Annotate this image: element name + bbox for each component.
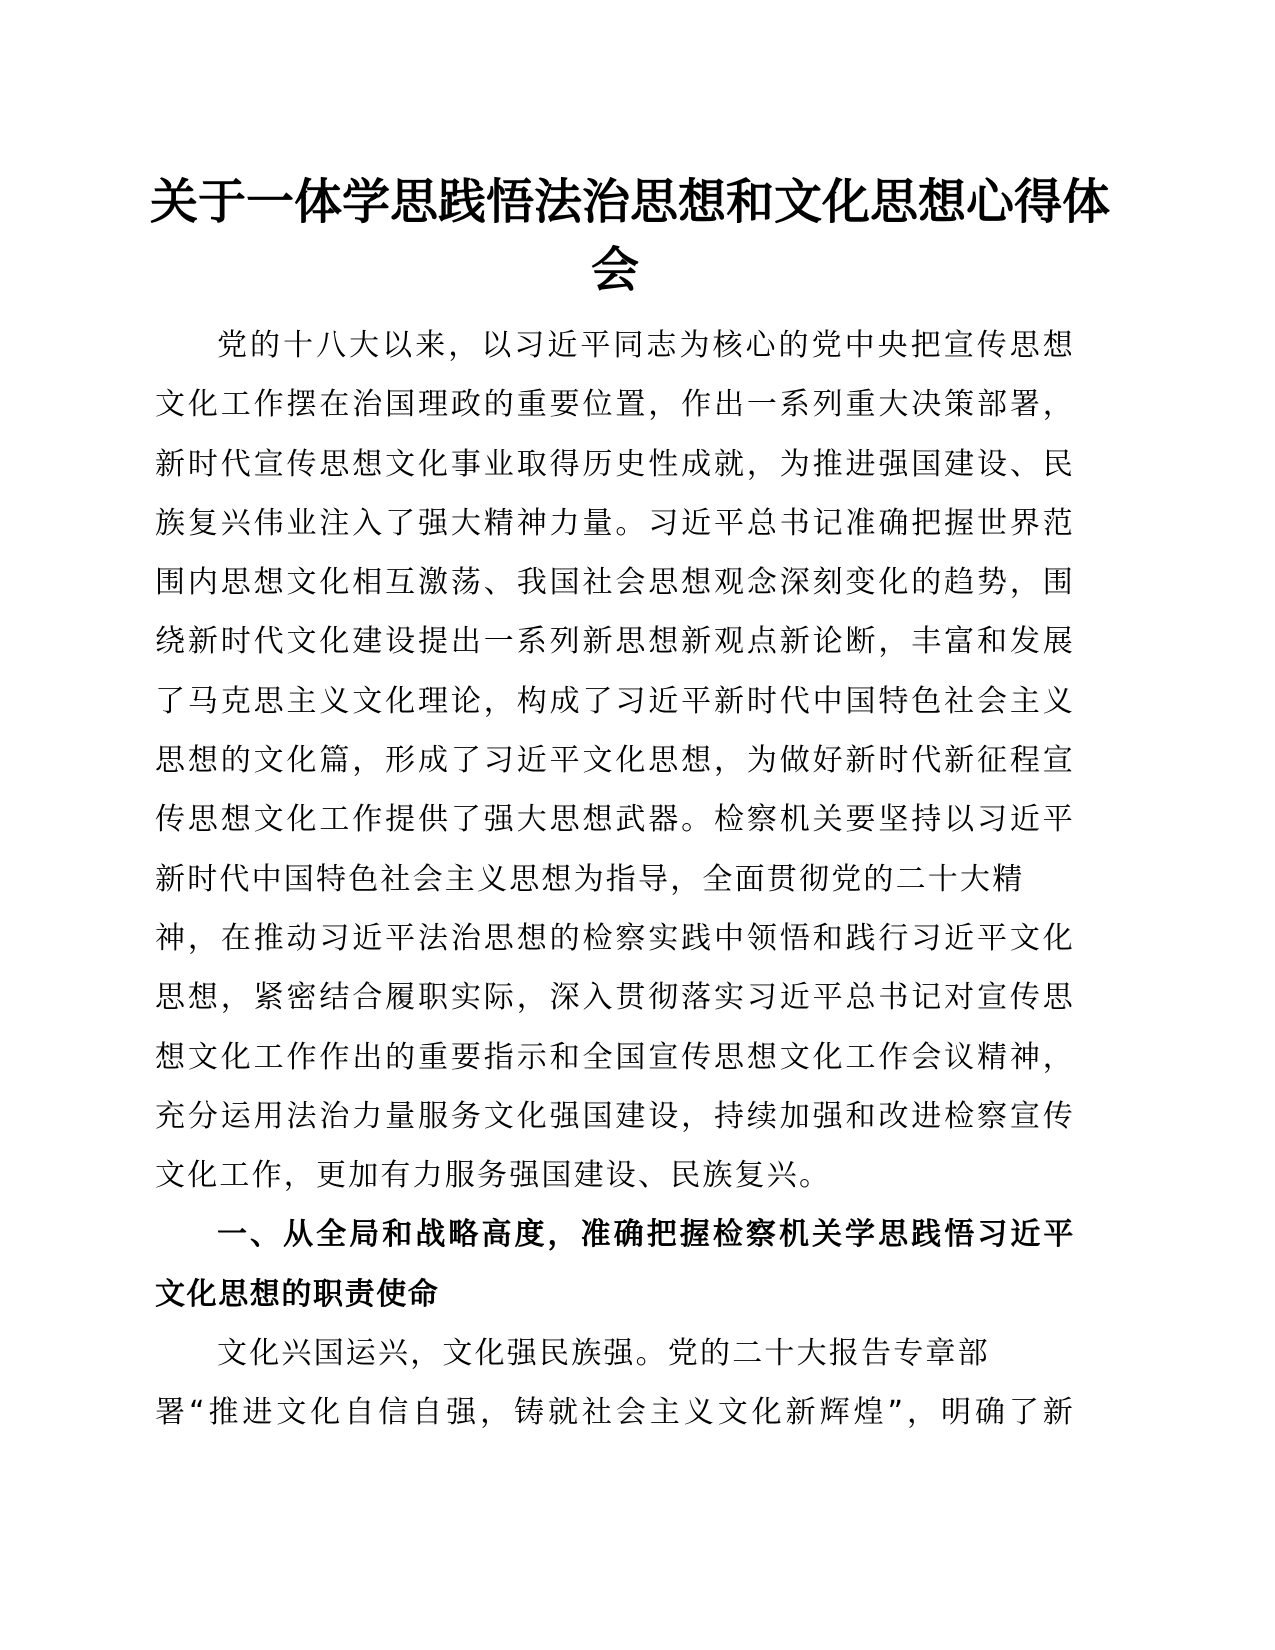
paragraph-line: 族复兴伟业注入了强大精神力量。习近平总书记准确把握世界范 [155, 505, 1075, 541]
paragraph-line: 文化兴国运兴，文化强民族强。党的二十大报告专章部 [217, 1336, 990, 1372]
paragraph-line: 神，在推动习近平法治思想的检察实践中领悟和践行习近平文化 [155, 920, 1075, 956]
paragraph-line: 绕新时代文化建设提出一系列新思想新观点新论断，丰富和发展 [155, 624, 1075, 660]
paragraph-line: 了马克思主义文化理论，构成了习近平新时代中国特色社会主义 [155, 683, 1075, 719]
title-line: 关于一体学思践悟法治思想和文化思想心得体 [150, 174, 1111, 230]
section-heading-line: 一、从全局和战略高度，准确把握检察机关学思践悟习近平 [217, 1217, 1075, 1253]
paragraph-line: 传思想文化工作提供了强大思想武器。检察机关要坚持以习近平 [155, 802, 1075, 838]
paragraph-line: 思想的文化篇，形成了习近平文化思想，为做好新时代新征程宣 [155, 743, 1075, 779]
title-line: 会 [590, 242, 639, 298]
paragraph-line: 充分运用法治力量服务文化强国建设，持续加强和改进检察宣传 [155, 1098, 1075, 1134]
paragraph-line: 新时代宣传思想文化事业取得历史性成就，为推进强国建设、民 [155, 446, 1075, 482]
paragraph-line: 文化工作，更加有力服务强国建设、民族复兴。 [155, 1158, 832, 1194]
document-title [150, 168, 1111, 304]
paragraph-line: 文化工作摆在治国理政的重要位置，作出一系列重大决策部署， [155, 387, 1075, 423]
paragraph-line: 思想，紧密结合履职实际，深入贯彻落实习近平总书记对宣传思 [155, 980, 1075, 1016]
paragraph-line: 党的十八大以来，以习近平同志为核心的党中央把宣传思想 [217, 328, 1075, 363]
paragraph-line: 围内思想文化相互激荡、我国社会思想观念深刻变化的趋势，围 [155, 565, 1075, 601]
section-heading-line: 文化思想的职责使命 [155, 1276, 440, 1312]
paragraph-line: 署“推进文化自信自强，铸就社会主义文化新辉煌”，明确了新 [155, 1395, 1075, 1431]
paragraph-line: 新时代中国特色社会主义思想为指导，全面贯彻党的二十大精 [155, 861, 1025, 897]
paragraph-line: 想文化工作作出的重要指示和全国宣传思想文化工作会议精神， [155, 1039, 1075, 1075]
document-body [155, 316, 1075, 1443]
